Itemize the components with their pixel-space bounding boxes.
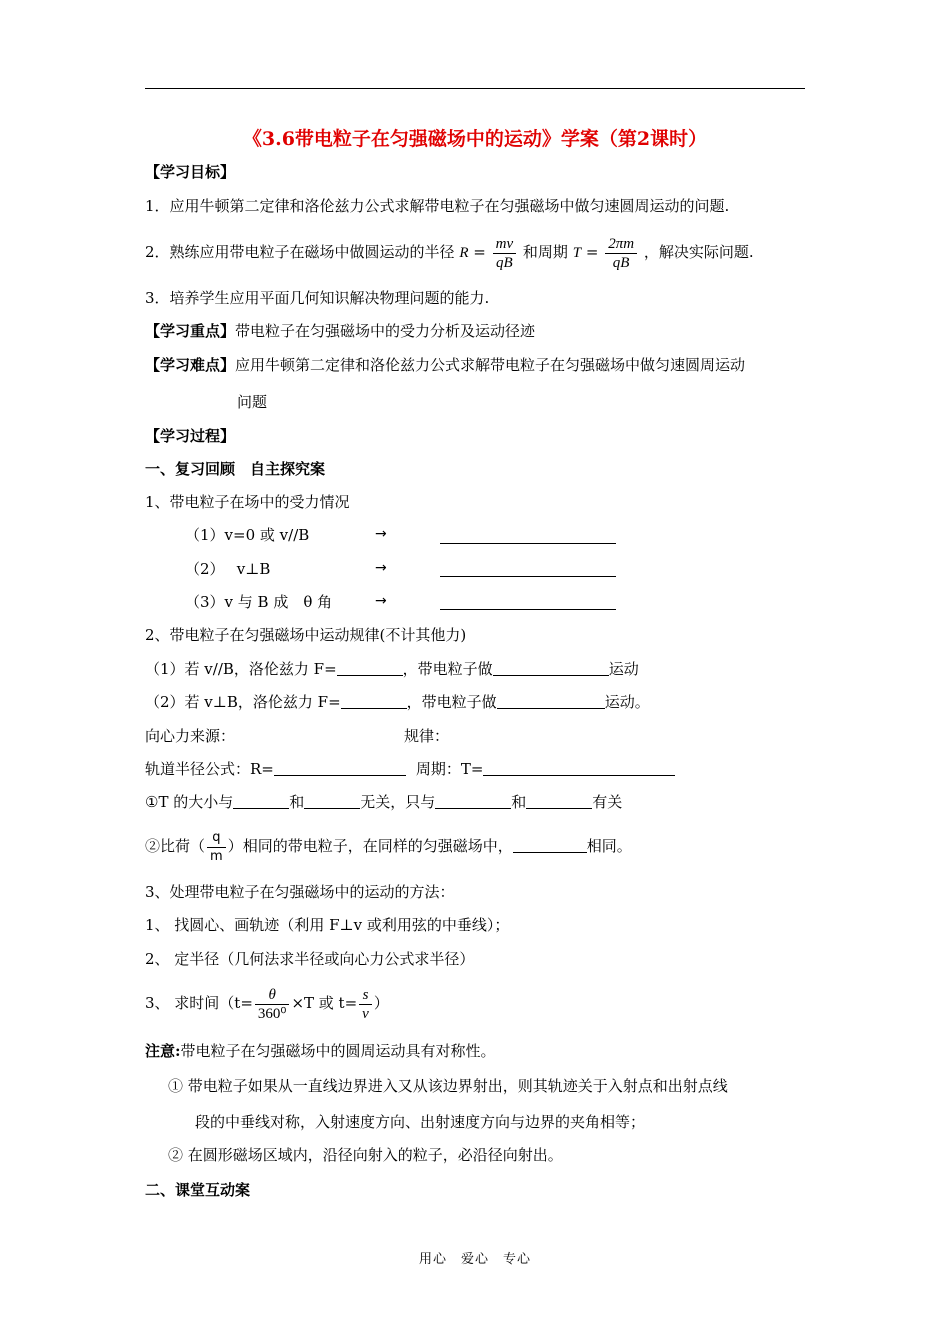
answer-blank [493,661,609,676]
answer-blank [304,794,360,809]
section2-heading: 二、课堂互动案 [145,1181,251,1199]
answer-blank [274,761,406,776]
objective-1: 1．应用牛顿第二定律和洛伦兹力公式求解带电粒子在匀强磁场中做匀速圆周运动的问题. [145,197,730,215]
case-3: （3）v 与 B 成 θ 角 [185,593,333,611]
rule-2: （2）若 v⊥B，洛伦兹力 F= ，带电粒子做 运动。 [145,693,650,711]
key-point: 【学习重点】带电粒子在匀强磁场中的受力分析及运动径迹 [145,322,536,340]
period-dependence: ①T 的大小与 和 无关，只与 和 有关 [145,793,623,811]
note-2: ② 在圆形磁场区域内，沿径向射入的粒子，必沿径向射出。 [168,1146,563,1164]
objective-2: 2．熟练应用带电粒子在磁场中做圆运动的半径 R = $\frac{mv}{qB}$ 和周期 T = $\frac{2\pi m}{qB}$ ，解决实际问题. [145,235,754,271]
method-1: 1、 找圆心、画轨迹（利用 F⊥v 或利用弦的中垂线）； [145,916,510,934]
charge-mass-ratio: ②比荷（ $\frac{q}{m}$ ）相同的带电粒子，在同样的匀强磁场中， 相同。 [145,829,632,864]
radius-formula: $\frac{mv}{qB}$ [493,235,517,272]
method-3: 3、 求时间（t= $\frac{\theta}{\text{360⁰}}$ ×T 或 t= $\frac{s}{v}$ ） [145,986,389,1022]
process-heading: 【学习过程】 [145,427,236,445]
rule-label: 规律： [404,727,450,745]
difficulty-continued: 问题 [237,393,268,411]
period-formula: $\frac{2\pi m}{qB}$ [605,235,637,272]
answer-blank [513,838,587,853]
answer-blank [233,794,289,809]
page-footer: 用心 爱心 专心 [418,1252,531,1267]
note-1: ① 带电粒子如果从一直线边界进入又从该边界射出，则其轨迹关于入射点和出射点线 [168,1077,728,1095]
question-3: 3、处理带电粒子在匀强磁场中的运动的方法： [145,883,455,901]
case-2: （2） v⊥B [185,560,271,578]
note-1-continued: 段的中垂线对称，入射速度方向、出射速度方向与边界的夹角相等； [195,1113,646,1131]
section1-heading: 一、复习回顾 自主探究案 [145,460,326,478]
question-2: 2、带电粒子在匀强磁场中运动规律(不计其他力) [145,626,467,644]
case-1: （1）v=0 或 v//B [185,526,310,544]
answer-blank [440,576,616,577]
arrow-icon: → [375,526,387,542]
difficulty: 【学习难点】应用牛顿第二定律和洛伦兹力公式求解带电粒子在匀强磁场中做匀速圆周运动 [145,356,746,374]
answer-blank [526,794,592,809]
centripetal-source: 向心力来源： [145,727,236,745]
header-rule [145,88,805,89]
distance-over-speed: $\frac{s}{v}$ [359,986,372,1023]
note: 注意:带电粒子在匀强磁场中的圆周运动具有对称性。 [145,1042,496,1060]
rule-1: （1）若 v//B，洛伦兹力 F= ，带电粒子做 运动 [145,660,639,678]
page-title: 《3.6带电粒子在匀强磁场中的运动》学案（第2课时） [242,128,708,150]
arrow-icon: → [375,560,387,576]
answer-blank [440,543,616,544]
answer-blank [483,761,675,776]
objectives-heading: 【学习目标】 [145,163,236,181]
answer-blank [440,609,616,610]
answer-blank [337,661,403,676]
radius-period: 轨道半径公式：R= 周期：T= [145,759,675,779]
answer-blank [435,794,511,809]
arrow-icon: → [375,593,387,609]
time-fraction: $\frac{\theta}{\text{360⁰}}$ [255,986,290,1023]
question-1: 1、带电粒子在场中的受力情况 [145,493,350,511]
q-over-m: $\frac{q}{m}$ [207,829,226,866]
answer-blank [341,694,407,709]
objective-3: 3．培养学生应用平面几何知识解决物理问题的能力. [145,289,490,307]
method-2: 2、 定半径（几何法求半径或向心力公式求半径） [145,950,475,968]
answer-blank [497,694,605,709]
